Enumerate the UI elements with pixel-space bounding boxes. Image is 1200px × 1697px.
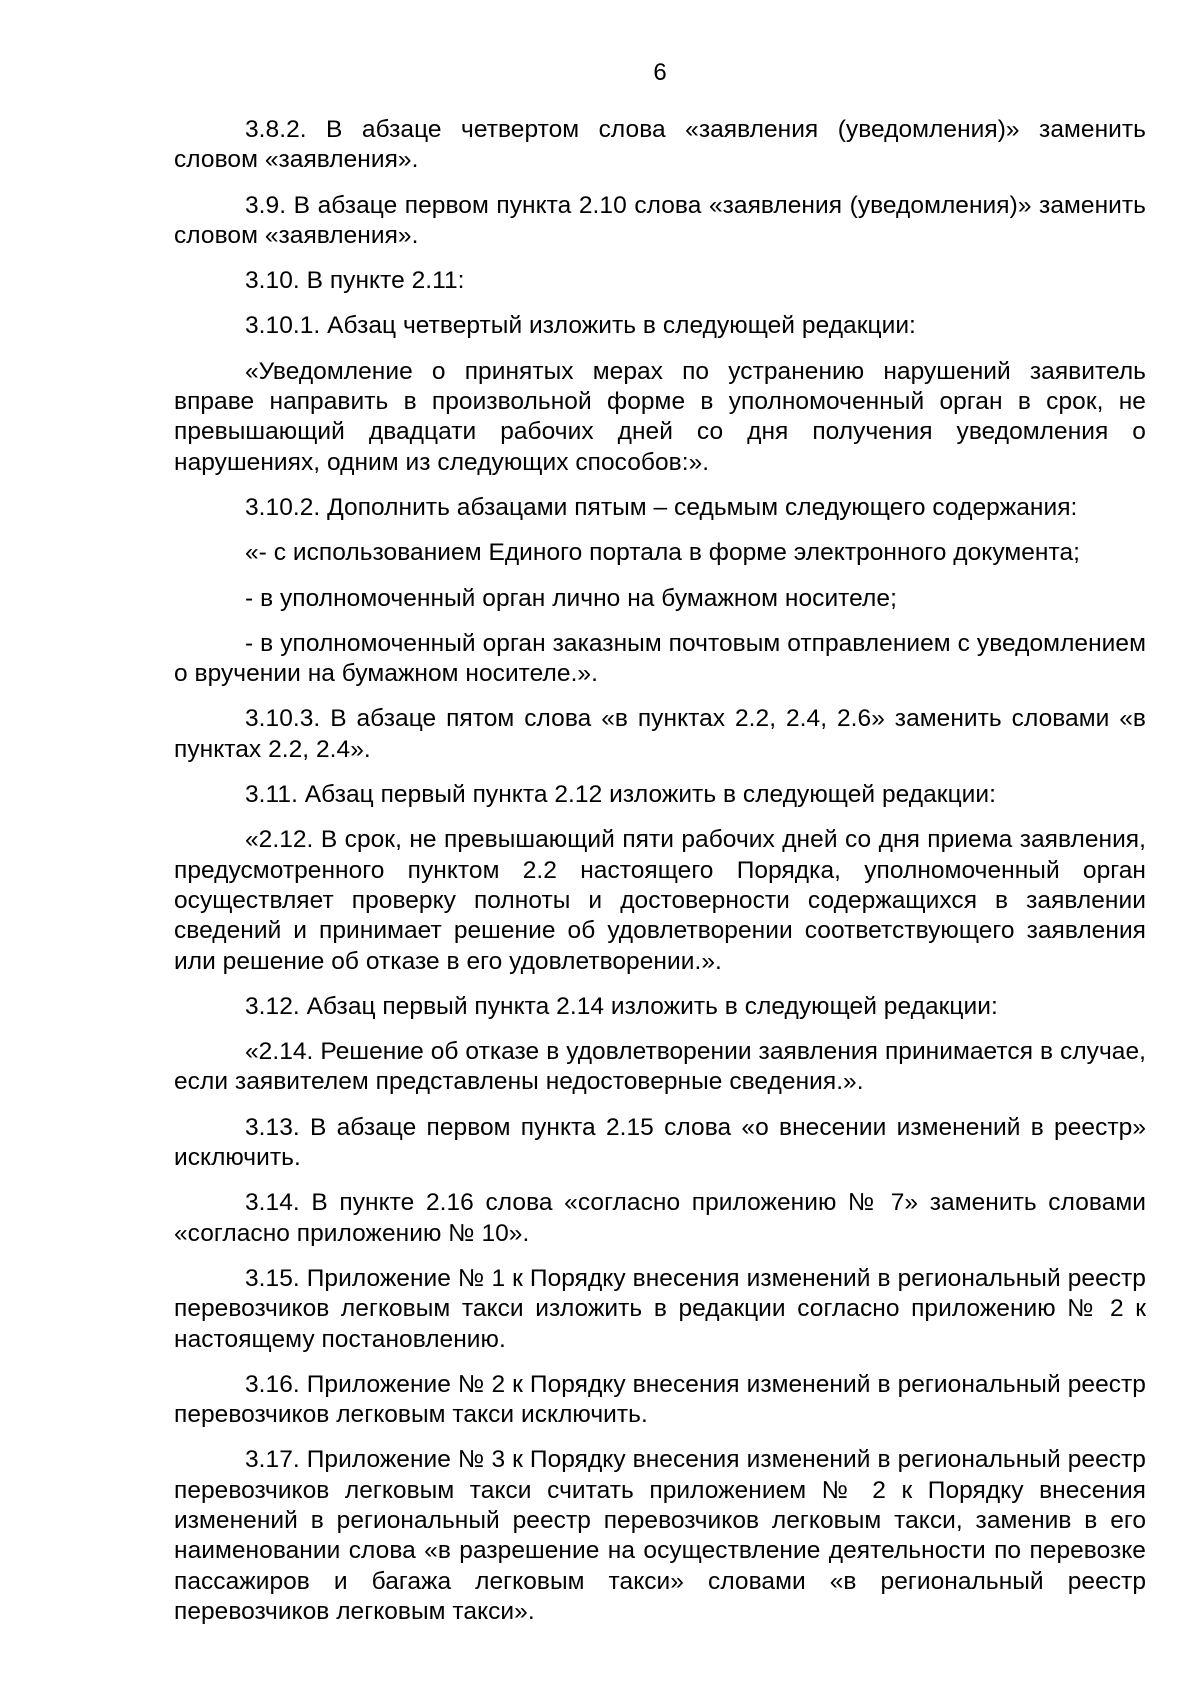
paragraph-3-10-1: 3.10.1. Абзац четвертый изложить в следующей редакции: xyxy=(245,312,916,340)
paragraph-3-13: 3.13. В абзаце первом пункта 2.15 слова «о внесении изменений в реестр» исключить. xyxy=(174,1113,1146,1172)
paragraph-3-10: 3.10. В пункте 2.11: xyxy=(245,267,465,295)
paragraph-3-9: 3.9. В абзаце первом пункта 2.10 слова «заявления (уведомления)» заменить словом «заявления». xyxy=(174,191,1146,249)
paragraph-method-mail: - в уполномоченный орган заказным почтовым отправлением с уведомлением о вручении на бумажном носителе.». xyxy=(174,629,1146,688)
paragraph-quote-2-14: «2.14. Решение об отказе в удовлетворении заявления принимается в случае, если заявителем представлены недостоверные сведения.». xyxy=(174,1038,1146,1096)
paragraph-quote-notification: «Уведомление о принятых мерах по устранению нарушений заявитель вправе направить в произвольной форме в уполномоченный орган в срок, не превышающий двадцати рабочих дней со дня получения уведомления о нарушениях, одним из следующих способов:». xyxy=(174,357,1146,476)
paragraph-method-portal: «- с использованием Единого портала в форме электронного документа; xyxy=(245,539,1081,567)
paragraph-3-8-2: 3.8.2. В абзаце четвертом слова «заявления (уведомления)» заменить словом «заявления». xyxy=(174,116,1146,174)
paragraph-3-16: 3.16. Приложение № 2 к Порядку внесения изменений в региональный реестр перевозчиков легковым такси исключить. xyxy=(174,1370,1146,1429)
paragraph-method-in-person: - в уполномоченный орган лично на бумажном носителе; xyxy=(245,584,897,612)
page-number: 6 xyxy=(653,59,667,86)
paragraph-3-15: 3.15. Приложение № 1 к Порядку внесения изменений в региональный реестр перевозчиков легковым такси изложить в редакции согласно приложению № 2 к настоящему постановлению. xyxy=(174,1264,1146,1353)
paragraph-quote-2-12: «2.12. В срок, не превышающий пяти рабочих дней со дня приема заявления, предусмотренного пунктом 2.2 настоящего Порядка, уполномоченный орган осуществляет проверку полноты и достоверности содержащихся в заявлении сведений и принимает решение об удовлетворении соответствующего заявления или решение об отказе в его удовлетворении.». xyxy=(174,826,1146,975)
paragraph-3-12: 3.12. Абзац первый пункта 2.14 изложить в следующей редакции: xyxy=(245,992,998,1020)
paragraph-3-10-3: 3.10.3. В абзаце пятом слова «в пунктах 2.2, 2.4, 2.6» заменить словами «в пунктах 2.2, 2.4». xyxy=(174,705,1146,763)
document-body xyxy=(174,115,1146,1642)
paragraph-3-17: 3.17. Приложение № 3 к Порядку внесения изменений в региональный реестр перевозчиков легковым такси считать приложением № 2 к Порядку внесения изменений в региональный реестр перевозчиков легковым такси, заменив в его наименовании слова «в разрешение на осуществление деятельности по перевозке пассажиров и багажа легковым такси» словами «в региональный реестр перевозчиков легковым такси». xyxy=(174,1446,1146,1625)
paragraph-3-10-2: 3.10.2. Дополнить абзацами пятым – седьмым следующего содержания: xyxy=(245,493,1078,521)
paragraph-3-14: 3.14. В пункте 2.16 слова «согласно приложению № 7» заменить словами «согласно приложению № 10». xyxy=(174,1189,1146,1247)
paragraph-3-11: 3.11. Абзац первый пункта 2.12 изложить в следующей редакции: xyxy=(245,781,996,809)
